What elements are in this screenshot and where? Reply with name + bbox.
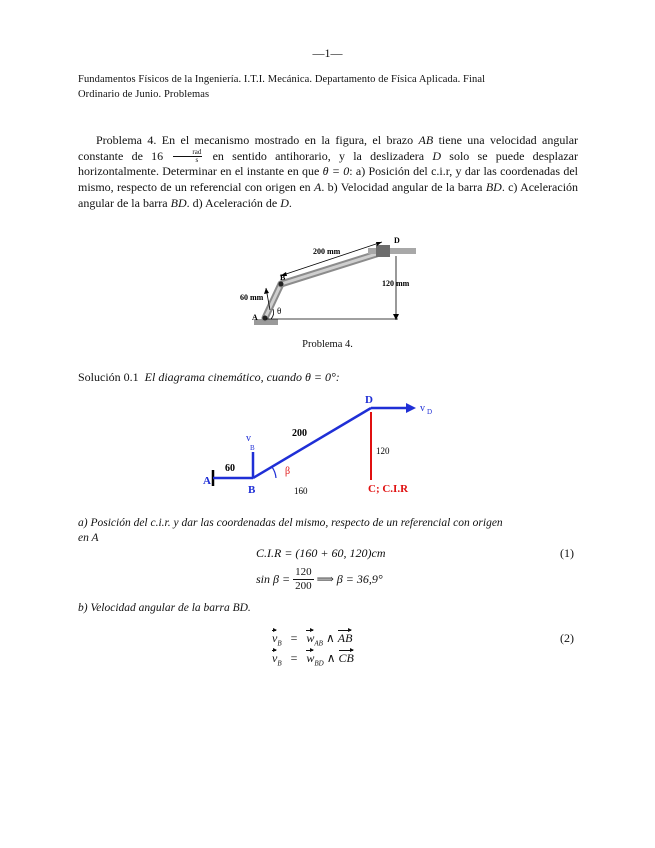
label-vb: v	[246, 433, 251, 444]
equation-1: C.I.R = (160 + 60, 120)cm	[256, 546, 386, 560]
label-vb-sub: B	[250, 444, 255, 452]
label-60mm: 60 mm	[240, 293, 264, 302]
label-vd: v	[420, 403, 425, 414]
sub-b: B	[277, 659, 282, 668]
var-d: D	[280, 195, 289, 210]
pin-a	[263, 316, 268, 321]
wedge-sign: ∧	[325, 631, 335, 645]
unit-fraction	[173, 149, 202, 164]
link-bd	[253, 408, 371, 478]
unit-numerator: rad	[173, 149, 202, 157]
label-160: 160	[294, 486, 308, 496]
slider-d	[376, 245, 390, 257]
label-a: A	[252, 313, 258, 322]
kinematic-diagram	[196, 390, 456, 502]
problem-text: . c) Aceleración angular de la barra	[78, 179, 579, 210]
dim-arrow	[264, 288, 269, 294]
theta-eq: θ = 0	[322, 164, 350, 179]
label-120: 120	[376, 446, 390, 456]
var-ab: AB	[418, 133, 434, 147]
document-header	[78, 72, 578, 102]
part-a-heading	[78, 516, 578, 546]
sub-ab: AB	[314, 639, 323, 648]
part-a-line-2: en A	[78, 532, 99, 544]
var-d: D	[432, 148, 442, 163]
problem-text: en sentido antihorario, y la deslizadera	[212, 148, 425, 163]
sub-bd: BD	[314, 659, 324, 668]
slider-guide	[368, 248, 416, 254]
label-60: 60	[225, 463, 235, 474]
vector-ab: AB	[337, 631, 353, 645]
beta-arc	[272, 467, 276, 478]
problem-text: : a) Posición del c.i.r, y dar las coordenadas del mismo, respecto de un referencial con origen en	[78, 164, 578, 194]
part-b-heading: b) Velocidad angular de la barra BD.	[78, 602, 251, 614]
label-200mm: 200 mm	[313, 247, 341, 256]
vd-arrowhead	[406, 403, 416, 413]
label-beta: β	[285, 466, 291, 477]
problem-text: solo se puede desplazar horizontalmente. Determinar en el instante en que	[78, 148, 578, 179]
problem-statement	[78, 133, 578, 211]
equals-sign: =	[290, 651, 298, 665]
header-line-2: Ordinario de Junio. Problemas	[78, 89, 210, 100]
label-b: B	[248, 484, 256, 496]
equation-2-row-2	[272, 651, 354, 667]
equation-2-number: (2)	[560, 631, 574, 645]
problem-title: Problema 4.	[96, 133, 157, 147]
vector-cb: CB	[338, 651, 354, 665]
pin-b	[279, 282, 284, 287]
label-d: D	[365, 394, 373, 406]
problem-text: En el mecanismo mostrado en la figura, el brazo	[161, 133, 414, 147]
mechanism-figure	[236, 226, 436, 332]
solution-text: El diagrama cinemático, cuando θ = 0°:	[144, 370, 340, 384]
equation-2-row-1	[272, 631, 352, 647]
problem-text: .	[288, 195, 292, 210]
eq-beta-fraction	[293, 566, 314, 593]
var-a: A	[313, 179, 322, 194]
sub-b: B	[277, 639, 282, 648]
figure-caption: Problema 4.	[302, 339, 353, 350]
label-cir: C; C.I.R	[368, 483, 409, 495]
solution-heading	[78, 370, 340, 385]
vector-w: w	[306, 631, 315, 645]
header-line-1: Fundamentos Físicos de la Ingeniería. I.T.I. Mecánica. Departamento de Física Aplicada. Final	[78, 74, 486, 85]
label-120mm: 120 mm	[382, 279, 410, 288]
equals-sign: =	[290, 631, 298, 645]
vector-w: w	[306, 651, 315, 665]
var-bd: BD	[170, 195, 187, 210]
page-number: —1—	[312, 46, 343, 60]
label-a: A	[203, 475, 211, 487]
label-vd-sub: D	[427, 408, 433, 416]
equation-1-number: (1)	[560, 546, 574, 560]
vector-v: v	[272, 651, 278, 665]
equation-beta	[256, 566, 383, 593]
label-d: D	[394, 236, 400, 245]
problem-text: tiene una velocidad angular constante de 16	[78, 133, 579, 163]
problem-text: . b) Velocidad angular de la barra	[321, 179, 483, 194]
eq-beta-den: 200	[295, 580, 312, 592]
label-200: 200	[292, 428, 307, 439]
vector-v: v	[272, 631, 278, 645]
wedge-sign: ∧	[326, 651, 336, 665]
solution-label: Solución 0.1	[78, 370, 139, 384]
label-b: B	[280, 273, 286, 282]
eq-beta-num: 120	[295, 566, 312, 578]
problem-text: . d) Aceleración de	[186, 195, 278, 210]
eq-beta-prefix: sin β =	[256, 572, 291, 586]
label-theta: θ	[277, 306, 282, 316]
part-a-line-1: a) Posición del c.i.r. y dar las coordenadas del mismo, respecto de un referencial con origen	[78, 517, 503, 529]
unit-denominator: s	[195, 156, 199, 165]
eq-beta-suffix: ⟹ β = 36,9°	[316, 572, 383, 586]
var-bd: BD	[485, 179, 502, 194]
